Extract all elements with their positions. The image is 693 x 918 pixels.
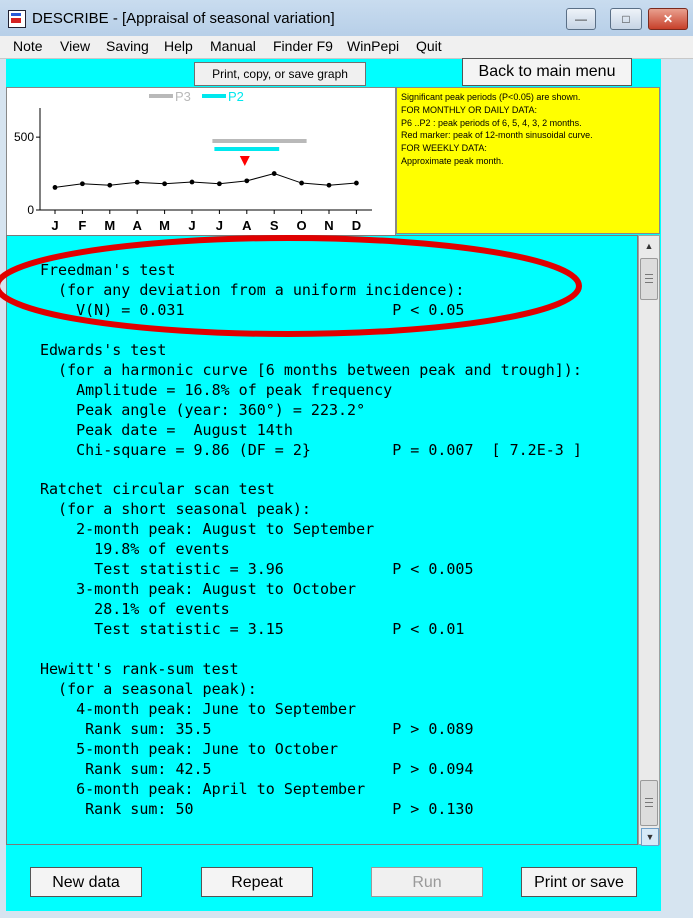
run-button[interactable]: [371, 867, 483, 897]
scroll-up-icon[interactable]: ▲: [644, 241, 654, 251]
y-tick-label: 500: [13, 130, 34, 145]
menu-manual[interactable]: [210, 38, 256, 54]
print-or-save-label: Print or save: [534, 874, 624, 891]
data-point: [327, 183, 332, 188]
x-tick-label: A: [242, 218, 252, 233]
results-text: Freedman's test (for any deviation from a uniform incidence): V(N) = 0.031 P < 0.05 Edwards's test (for a harmonic curve [6 months between peak and trough]): Amplitude = 16.8% of peak frequency Peak angle (year: 360°) = 223.2° Peak date = August 14th Chi-square = 9.86 (DF = 2} P = 0.007 [ 7.2E-3 ] Ratchet circular scan test (for a short seasonal peak): 2-month peak: August to September 19.8% of events Test statistic = 3.96 P < 0.005 3-month peak: August to October 28.1% of events Test statistic = 3.15 P < 0.01 Hewitt's rank-sum test (for a seasonal peak): 4-month peak: June to September Rank sum: 35.5 P > 0.089 5-month peak: June to October Rank sum: 42.5 P > 0.094 6-month peak: April to September Rank sum: 50 P > 0.130: [40, 261, 582, 818]
close-button[interactable]: ✕: [648, 8, 688, 30]
menu-winpepi-label: WinPepi: [347, 38, 400, 54]
menu-finder[interactable]: [273, 38, 333, 54]
print-copy-save-graph-button[interactable]: Print, copy, or save graph: [194, 62, 366, 86]
highlight-ellipse-annotation: [0, 232, 600, 358]
x-tick-label: N: [324, 218, 334, 233]
menu-quit[interactable]: [416, 38, 442, 54]
menu-view-label: View: [60, 38, 91, 54]
data-point: [80, 181, 85, 186]
run-label: Run: [412, 874, 442, 891]
x-tick-label: A: [132, 218, 142, 233]
data-point: [190, 180, 195, 185]
menu-note[interactable]: [13, 38, 43, 54]
legend-label-p2: P2: [228, 89, 244, 104]
data-point: [354, 181, 359, 186]
data-point: [53, 185, 58, 190]
x-tick-label: M: [159, 218, 171, 233]
x-tick-label: M: [104, 218, 116, 233]
note-line: Red marker: peak of 12-month sinusoidal curve.: [401, 130, 593, 141]
x-tick-label: O: [296, 218, 307, 233]
data-point: [244, 178, 249, 183]
menu-quit-label: Quit: [416, 38, 442, 54]
window-title: DESCRIBE - [Appraisal of seasonal variation]: [32, 10, 335, 27]
data-point: [299, 181, 304, 186]
results-scrollbar[interactable]: [638, 235, 660, 845]
menu-manual-label: Manual: [210, 38, 256, 54]
new-data-label: New data: [52, 874, 120, 891]
x-tick-label: D: [351, 218, 362, 233]
scroll-thumb-top[interactable]: [640, 258, 658, 300]
data-point: [217, 181, 222, 186]
back-to-main-menu-button[interactable]: Back to main menu: [462, 58, 632, 86]
data-line: [55, 174, 356, 188]
note-line: P6 ..P2 : peak periods of 6, 5, 4, 3, 2 months.: [401, 117, 582, 128]
seasonal-chart: [6, 87, 396, 236]
maximize-button[interactable]: □: [610, 8, 642, 30]
y-tick-label: 0: [27, 203, 34, 217]
repeat-label: Repeat: [231, 874, 283, 891]
scroll-down-icon[interactable]: ▼: [641, 828, 659, 846]
menu-note-label: Note: [13, 38, 43, 54]
note-line: Approximate peak month.: [401, 155, 504, 166]
menu-finder-label: Finder F9: [273, 38, 333, 54]
peak-marker: [240, 156, 250, 166]
x-tick-label: F: [78, 218, 87, 233]
menu-saving-label: Saving: [106, 38, 149, 54]
chart-svg: [7, 88, 395, 235]
menu-winpepi[interactable]: [347, 38, 399, 54]
note-line: FOR MONTHLY OR DAILY DATA:: [401, 104, 538, 115]
app-icon[interactable]: [8, 10, 26, 28]
scroll-thumb-bottom[interactable]: [640, 780, 658, 826]
data-point: [272, 171, 277, 176]
print-or-save-button[interactable]: [521, 867, 637, 897]
data-point: [107, 183, 112, 188]
data-point: [135, 180, 140, 185]
legend-label-p3: P3: [175, 89, 191, 104]
x-tick-label: J: [188, 218, 196, 233]
menu-view[interactable]: [60, 38, 90, 54]
menu-help-label: Help: [164, 38, 193, 54]
menu-saving[interactable]: [106, 38, 149, 54]
new-data-button[interactable]: [30, 867, 142, 897]
minimize-button[interactable]: —: [566, 8, 596, 30]
data-point: [162, 181, 167, 186]
chart-note: [396, 87, 660, 234]
x-tick-label: J: [51, 218, 59, 233]
repeat-button[interactable]: [201, 867, 313, 897]
title-bar: [0, 0, 693, 37]
menu-bar: [0, 36, 693, 59]
note-line: FOR WEEKLY DATA:: [401, 143, 487, 154]
note-line: Significant peak periods (P<0.05) are shown.: [401, 92, 581, 102]
x-tick-label: S: [269, 218, 279, 233]
menu-help[interactable]: [164, 38, 193, 54]
x-tick-label: J: [215, 218, 224, 233]
